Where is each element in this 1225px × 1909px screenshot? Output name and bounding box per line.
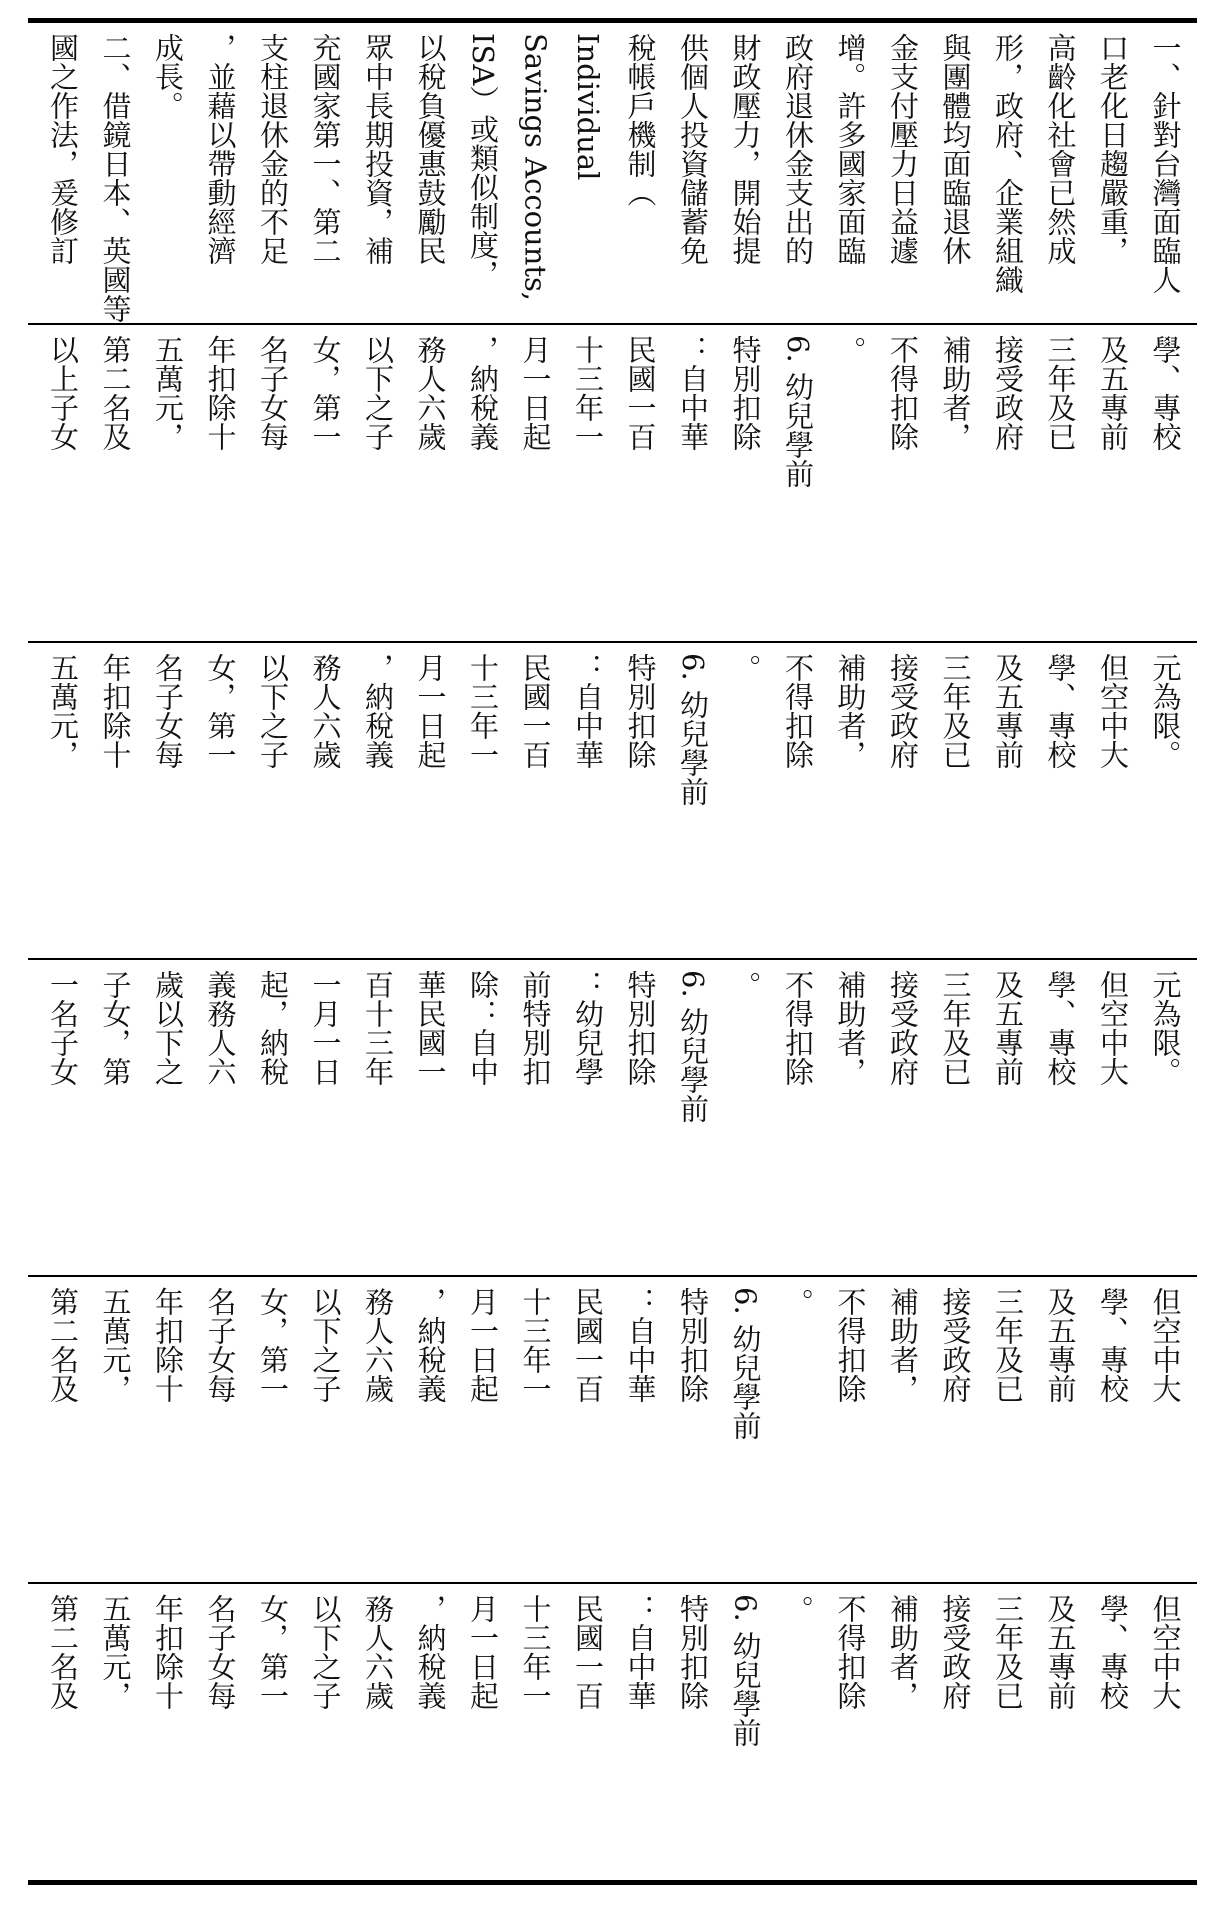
text-column: 補助者， xyxy=(938,335,973,451)
text-column: 民國一百 xyxy=(518,653,553,769)
text-column: 一名子女 xyxy=(46,970,80,1086)
text-column: 百十三年 xyxy=(361,970,395,1086)
text-column: 。 xyxy=(781,1288,815,1317)
text-column: 國之作法，爰修訂 xyxy=(46,33,80,265)
text-column: ：自中華 xyxy=(623,1287,658,1403)
text-column: 以下之子 xyxy=(308,1287,343,1403)
text-column: 補助者， xyxy=(833,970,868,1086)
row-columns xyxy=(42,33,1197,323)
table-row xyxy=(28,1277,1197,1582)
text-column: ，納稅義 xyxy=(413,1287,448,1403)
text-column: 三年及已 xyxy=(1043,335,1078,451)
text-column: 但空中大 xyxy=(1096,970,1130,1086)
text-column: 第二名及 xyxy=(46,1287,80,1403)
text-column: 補助者， xyxy=(886,1287,920,1403)
text-column: 女，第一 xyxy=(203,653,238,769)
text-column: 除：自中 xyxy=(466,970,500,1086)
text-column: 以下之子 xyxy=(361,335,395,451)
text-column: 特別扣除 xyxy=(623,653,658,769)
text-column: ，納稅義 xyxy=(361,653,395,769)
text-column: 成長。 xyxy=(151,33,185,120)
text-column: ，並藉以帶動經濟 xyxy=(203,33,238,265)
text-column: 增。許多國家面臨 xyxy=(833,33,868,265)
text-column: 6. 幼兒學前 xyxy=(676,970,710,1123)
text-column: 及五專前 xyxy=(991,653,1025,769)
text-column: 高齡化社會已然成 xyxy=(1043,33,1078,265)
text-column: 華民國一 xyxy=(413,970,448,1086)
text-column: 接受政府 xyxy=(938,1287,973,1403)
text-column: 學、專校 xyxy=(1096,1287,1130,1403)
text-column: 稅帳戶機制（ xyxy=(623,33,658,207)
text-column: 補助者， xyxy=(886,1594,920,1710)
text-column: 年扣除十 xyxy=(151,1594,185,1710)
text-column: 眾中長期投資，補 xyxy=(361,33,395,265)
text-column: ：自中華 xyxy=(623,1594,658,1710)
text-column: 學、專校 xyxy=(1148,335,1183,451)
text-column: 接受政府 xyxy=(886,970,920,1086)
text-column: 元為限。 xyxy=(1148,970,1183,1086)
text-column: 不得扣除 xyxy=(833,1287,868,1403)
text-column: 三年及已 xyxy=(938,653,973,769)
text-column: 女，第一 xyxy=(256,1594,290,1710)
table-row xyxy=(28,643,1197,958)
text-column: 三年及已 xyxy=(938,970,973,1086)
text-column: ，納稅義 xyxy=(413,1594,448,1710)
text-column: 接受政府 xyxy=(938,1594,973,1710)
text-column: 民國一百 xyxy=(571,1287,605,1403)
text-column: 年扣除十 xyxy=(203,335,238,451)
text-column: 務人六歲 xyxy=(308,653,343,769)
row-columns xyxy=(42,335,1197,499)
text-column: 名子女每 xyxy=(203,1594,238,1710)
text-column: 6. 幼兒學前 xyxy=(781,335,815,488)
text-column: ：自中華 xyxy=(571,653,605,769)
text-column: 但空中大 xyxy=(1148,1594,1183,1710)
table-row xyxy=(28,23,1197,323)
text-column: 供個人投資儲蓄免 xyxy=(676,33,710,265)
bottom-rule xyxy=(28,1880,1197,1885)
text-column: 十三年一 xyxy=(571,335,605,451)
text-column: 不得扣除 xyxy=(781,653,815,769)
text-column: 特別扣除 xyxy=(623,970,658,1086)
text-column: 第二名及 xyxy=(46,1594,80,1710)
text-column: 6. 幼兒學前 xyxy=(728,1287,763,1440)
text-column: 義務人六 xyxy=(203,970,238,1086)
text-column: 五萬元， xyxy=(98,1594,133,1710)
row-columns xyxy=(42,970,1197,1134)
text-column: 子女，第 xyxy=(98,970,133,1086)
text-column: 女，第一 xyxy=(256,1287,290,1403)
text-column: 以下之子 xyxy=(308,1594,343,1710)
text-column: 五萬元， xyxy=(98,1287,133,1403)
text-column: 支柱退休金的不足 xyxy=(256,33,290,265)
text-column: 及五專前 xyxy=(1043,1287,1078,1403)
text-column: 年扣除十 xyxy=(151,1287,185,1403)
text-column: 不得扣除 xyxy=(833,1594,868,1710)
text-column: 及五專前 xyxy=(1096,335,1130,451)
text-column: 學、專校 xyxy=(1043,970,1078,1086)
row-columns xyxy=(42,1287,1197,1451)
text-column: 政府退休金支出的 xyxy=(781,33,815,265)
text-column: 。 xyxy=(728,971,763,1000)
text-column: 三年及已 xyxy=(991,1287,1025,1403)
text-column: 女，第一 xyxy=(308,335,343,451)
text-column: 民國一百 xyxy=(571,1594,605,1710)
text-column: 年扣除十 xyxy=(98,653,133,769)
text-column: 不得扣除 xyxy=(781,970,815,1086)
text-column: 但空中大 xyxy=(1096,653,1130,769)
text-column: 一、針對台灣面臨人 xyxy=(1148,33,1183,294)
text-column: 。 xyxy=(833,336,868,365)
text-column: 三年及已 xyxy=(991,1594,1025,1710)
text-column: ISA）或類似制度， xyxy=(466,33,500,289)
text-column: 金支付壓力日益遽 xyxy=(886,33,920,265)
text-column: 名子女每 xyxy=(203,1287,238,1403)
text-column: 民國一百 xyxy=(623,335,658,451)
text-column: 及五專前 xyxy=(1043,1594,1078,1710)
text-column: 元為限。 xyxy=(1148,653,1183,769)
text-column: 特別扣除 xyxy=(676,1594,710,1710)
text-column: 以下之子 xyxy=(256,653,290,769)
table-row xyxy=(28,960,1197,1275)
text-column: 務人六歲 xyxy=(361,1287,395,1403)
text-column: 特別扣除 xyxy=(728,335,763,451)
text-column: 財政壓力，開始提 xyxy=(728,33,763,265)
text-column: 學、專校 xyxy=(1043,653,1078,769)
text-column: 補助者， xyxy=(833,653,868,769)
text-column: Individual xyxy=(571,33,605,181)
text-column: 月一日起 xyxy=(466,1594,500,1710)
text-column: 特別扣除 xyxy=(676,1287,710,1403)
text-column: 充國家第一、第二 xyxy=(308,33,343,265)
text-column: 不得扣除 xyxy=(886,335,920,451)
text-column: 6. 幼兒學前 xyxy=(728,1594,763,1747)
text-column: 五萬元， xyxy=(151,335,185,451)
table-row xyxy=(28,1584,1197,1880)
text-column: 歲以下之 xyxy=(151,970,185,1086)
row-columns xyxy=(42,653,1197,817)
text-column: 十三年一 xyxy=(518,1287,553,1403)
text-column: 接受政府 xyxy=(886,653,920,769)
text-column: 務人六歲 xyxy=(413,335,448,451)
text-column: 名子女每 xyxy=(151,653,185,769)
text-column: 第二名及 xyxy=(98,335,133,451)
text-column: ：自中華 xyxy=(676,335,710,451)
text-column: 名子女每 xyxy=(256,335,290,451)
text-column: 6. 幼兒學前 xyxy=(676,653,710,806)
row-columns xyxy=(42,1594,1197,1758)
text-column: 一月一日 xyxy=(308,970,343,1086)
text-column: 月一日起 xyxy=(518,335,553,451)
text-column: 學、專校 xyxy=(1096,1594,1130,1710)
text-column: 前特別扣 xyxy=(518,970,553,1086)
text-column: 以稅負優惠鼓勵民 xyxy=(413,33,448,265)
text-column: 十三年一 xyxy=(518,1594,553,1710)
text-column: 。 xyxy=(781,1595,815,1624)
table-row xyxy=(28,325,1197,641)
text-column: 五萬元， xyxy=(46,653,80,769)
text-column: 月一日起 xyxy=(466,1287,500,1403)
text-column: 及五專前 xyxy=(991,970,1025,1086)
text-column: 月一日起 xyxy=(413,653,448,769)
text-column: 務人六歲 xyxy=(361,1594,395,1710)
text-column: 。 xyxy=(728,654,763,683)
text-column: 二、借鏡日本、英國等 xyxy=(98,33,133,323)
text-column: 與團體均面臨退休 xyxy=(938,33,973,265)
text-column: ，納稅義 xyxy=(466,335,500,451)
text-column: 起，納稅 xyxy=(256,970,290,1086)
text-column: 但空中大 xyxy=(1148,1287,1183,1403)
text-column: Savings Accounts, xyxy=(518,33,553,302)
text-column: 形，政府、企業組織 xyxy=(991,33,1025,294)
text-column: 接受政府 xyxy=(991,335,1025,451)
text-column: 口老化日趨嚴重， xyxy=(1096,33,1130,265)
text-column: 十三年一 xyxy=(466,653,500,769)
text-column: 以上子女 xyxy=(46,335,80,451)
text-column: ：幼兒學 xyxy=(571,970,605,1086)
